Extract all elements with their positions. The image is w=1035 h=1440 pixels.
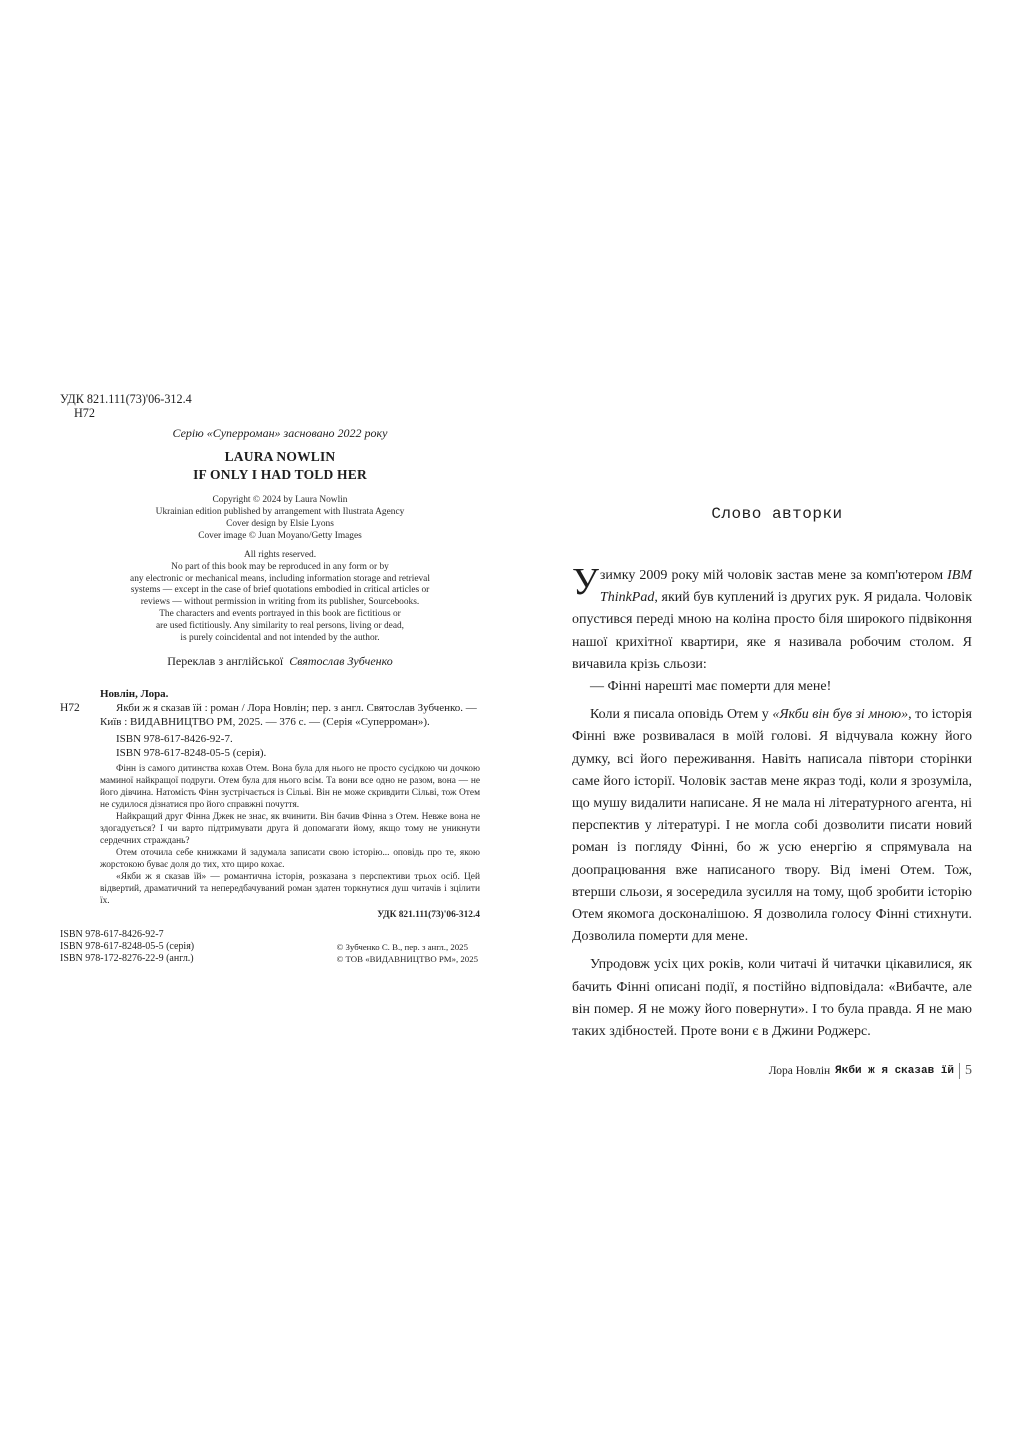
drop-cap: У (572, 561, 599, 603)
copyright-line: © ТОВ «ВИДАВНИЦТВО РМ», 2025 (336, 954, 478, 965)
isbn-list (60, 929, 194, 965)
rights-line: No part of this book may be reproduced in any form or by (171, 561, 389, 572)
isbn-line: ISBN 978-172-8276-22-9 (англ.) (60, 953, 194, 965)
annotation-paragraph: Фінн із самого дитинства кохав Отем. Вона була для нього не просто сусідкою чи дочкою маминої найкращої подруги. Отем була для нього всім. Та вони все одно не разом, вона — не його дівчина. Натомість Фінн зустрічається із Сільві. Він не може скривдити Сільві, тож Отем не судилося дізнатися про його справжні почуття. (100, 764, 480, 811)
translator-credit (60, 654, 480, 669)
rights-line: is purely coincidental and not intended by the author. (180, 632, 380, 643)
rights-line: reviews — without permission in writing from its publisher, Sourcebooks. (140, 597, 420, 608)
translator-name: Святослав Зубченко (289, 654, 393, 669)
paragraph: Упродовж усіх цих років, коли читачі й читачки цікавилися, як бачить Фінні описані події, я постійно відповідала: «Вибачте, але він помер. Я не можу його повернути». І то була правда. Я не маю таких здібностей. Проте вони є в Джини Роджерс. (572, 957, 972, 1040)
running-footer (769, 1063, 972, 1079)
imprint-page (60, 392, 480, 965)
copyright-line: Cover design by Elsie Lyons (226, 519, 334, 529)
original-author: LAURA NOWLIN (224, 449, 336, 464)
text-run: , який був куплений із других рук. Я ридала. Чоловік опустився переді мною на коліна просто біля широкого підвіконня нашої крихітної квартири, яке я називала робочим столом. Я вичавила крізь сльози: (572, 590, 972, 672)
text-run: зимку 2009 року мій чоловік застав мене за комп'ютером (599, 568, 948, 583)
catalog-entry (60, 701, 480, 729)
foreword-page (572, 505, 972, 1078)
isbn-copyright-row (60, 929, 480, 965)
chapter-title: Слово авторки (711, 505, 843, 523)
series-note: Серію «Суперроман» засновано 2022 року (172, 426, 388, 440)
footer-author: Лора Новлін (768, 1065, 831, 1077)
rights-block (60, 550, 480, 644)
paragraph (572, 704, 972, 948)
annotation-paragraph: Найкращий друг Фінна Джек не знає, як вчинити. Він бачив Фінна з Отем. Невже вона не здогадується? І чи варто підтримувати друга й допомагати йому, якщо тому не уникнути сердечних страждань? (100, 812, 480, 847)
copyright-line: Cover image © Juan Moyano/Getty Images (198, 531, 362, 541)
annotation-paragraph: «Якби ж я сказав їй» — романтична історія, розказана з перспективи трьох осіб. Цей відвертий, драматичний та непередбачуваний роман здатен торкнутися душ читачів і зцілити їх. (100, 872, 480, 907)
text-run: Коли я писала оповідь Отем у (590, 707, 773, 723)
isbn-line: ISBN 978-617-8426-92-7 (60, 929, 164, 941)
rights-line: systems — except in the case of brief quotations embodied in critical articles or (130, 585, 430, 596)
publisher-copyrights (337, 941, 480, 965)
footer-divider (959, 1063, 960, 1079)
catalog-entry-text: Якби ж я сказав їй : роман / Лора Новлін; пер. з англ. Святослав Зубченко. — Київ : ВИДАВНИЦТВО РМ, 2025. — 376 с. — (Серія «Суперроман»). (100, 702, 477, 729)
catalog-call-mark: Н72 (60, 702, 80, 715)
original-title: IF ONLY I HAD TOLD HER (193, 467, 367, 482)
catalog-author: Новлін, Лора. (100, 688, 169, 701)
original-title-block (60, 448, 480, 484)
footer-title: Якби ж я сказав їй (835, 1065, 954, 1077)
paragraph: — Фінні нарешті має померти для мене! (590, 679, 832, 695)
rights-line: All rights reserved. (243, 550, 317, 560)
copyright-line: Ukrainian edition published by arrangement with Ilustrata Agency (155, 507, 405, 517)
annotation (60, 763, 480, 921)
paragraph (572, 561, 972, 676)
copyright-line: © Зубченко С. В., пер. з англ., 2025 (336, 942, 468, 953)
rights-line: The characters and events portrayed in this book are fictitious or (159, 608, 401, 619)
isbn-line: ISBN 978-617-8248-05-5 (серія) (60, 941, 195, 953)
page-number: 5 (965, 1063, 972, 1078)
rights-line: any electronic or mechanical means, including information storage and retrieval (130, 573, 430, 584)
copyright-block (60, 494, 480, 542)
catalog-record (60, 687, 480, 921)
translator-label: Переклав з англійської (167, 654, 284, 669)
catalog-udk: УДК 821.111(73)'06-312.4 (377, 910, 480, 921)
catalog-isbn: ISBN 978-617-8426-92-7. (116, 733, 233, 746)
copyright-line: Copyright © 2024 by Laura Nowlin (212, 495, 348, 505)
catalog-isbn-list (60, 732, 480, 760)
rights-line: are used fictitiously. Any similarity to real persons, living or dead, (155, 620, 405, 631)
foreword-body (572, 561, 972, 1043)
udk-code: УДК 821.111(73)'06-312.4 (60, 392, 192, 406)
italic-run: IBM ThinkPad (599, 568, 972, 606)
text-run: , то історія Фінні вже розвивалася в моїй голові. Я відчувала кожну його думку, всі його переживання. Навіть написала півтори сторінки саме його історії. Чоловік застав мене якраз тоді, коли я зрозуміла, що мушу видалити написане. Я не мала ні літературного агента, ні перспектив у літературі. І не могла собі дозволити писати новий роман із погляду Фінні, бо ж усю енергію я спрямувала на доопрацювання вже написаного твору. Від імені Отем. Тож, втерши сльози, я зосередила зусилля на тому, щоб зробити історію Отем якомога досконалішою. Я дозволила голосу Фінні стихнути. Дозволила померти для мене. (572, 707, 972, 945)
call-mark: Н72 (74, 406, 95, 420)
italic-run: «Якби він був зі мною» (772, 707, 909, 723)
catalog-isbn: ISBN 978-617-8248-05-5 (серія). (116, 747, 267, 760)
annotation-paragraph: Отем оточила себе книжками й задумала записати свою історію... оповідь про те, якою жорстокою буває доля до тих, хто щиро кохає. (100, 848, 480, 871)
